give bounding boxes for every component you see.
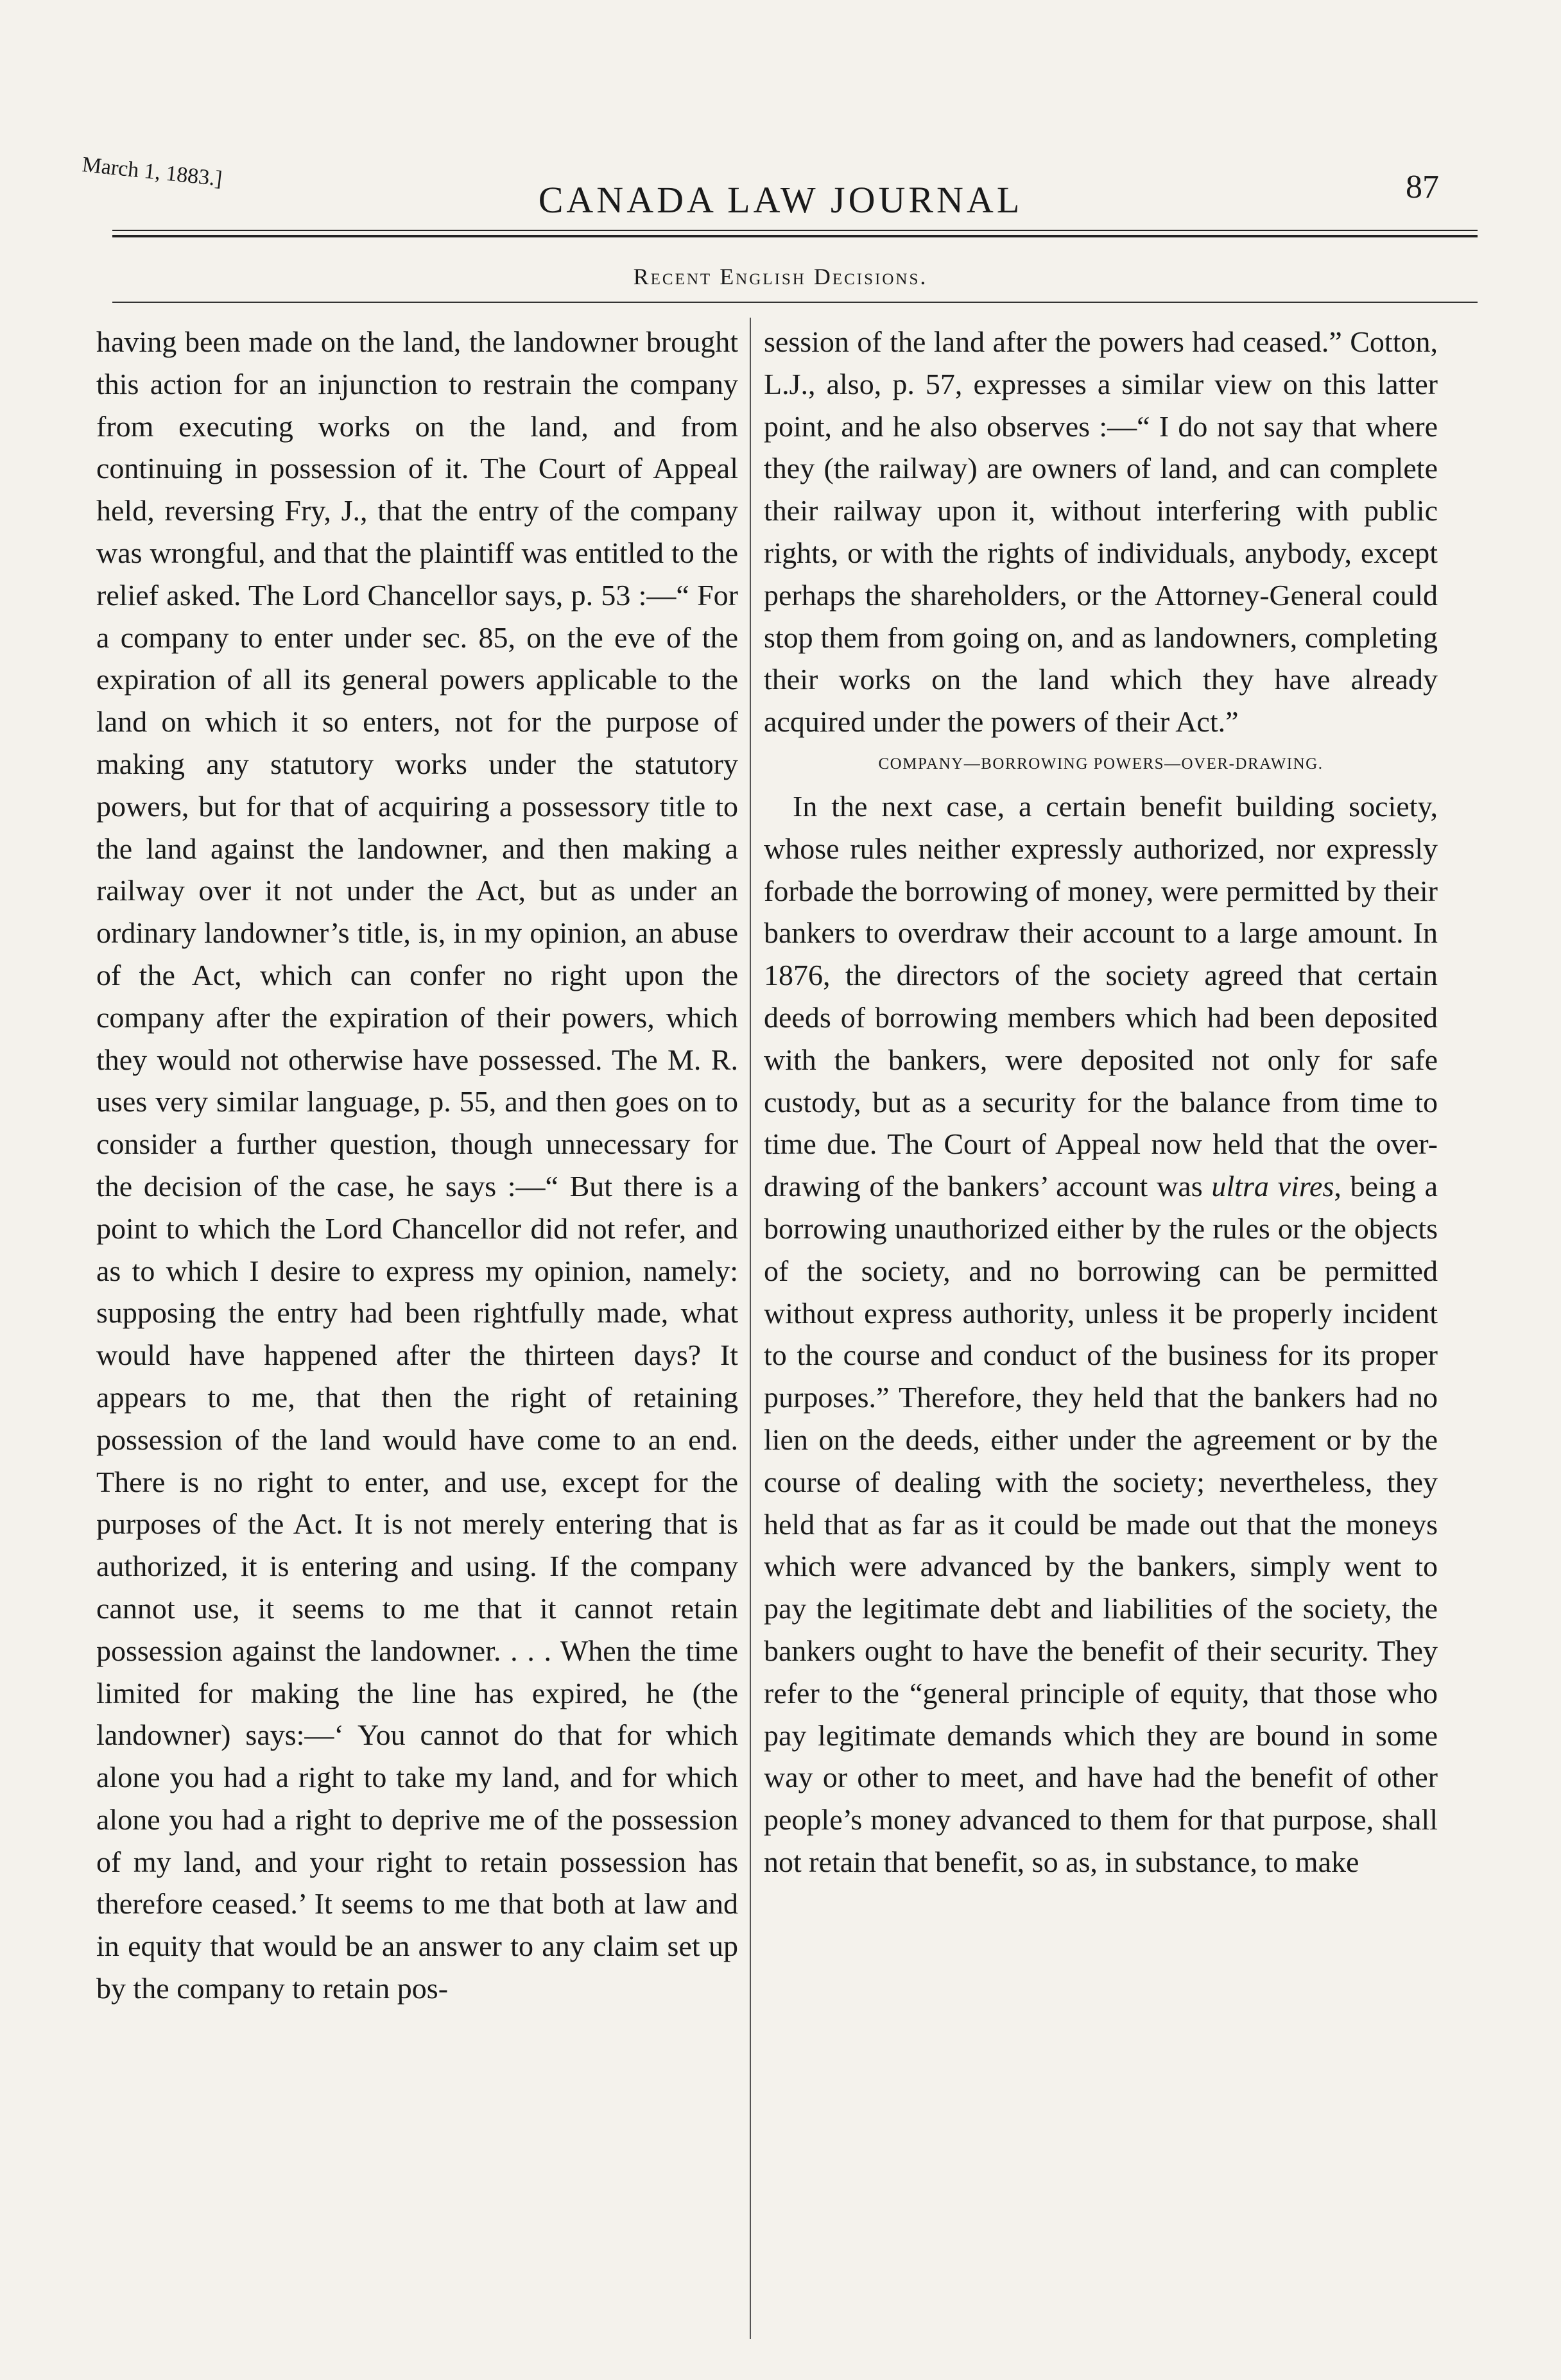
right-paragraph-case xyxy=(764,785,1438,1883)
page-number: 87 xyxy=(1406,169,1439,205)
case-text-part-2: , being a borrowing unauthorized either by the rules or the objects of the society, and no borrowing can be permitted without express authority, unless it be properly incident to the course and conduct of the business for its proper purposes.” Therefore, they held that the bankers had no lien on the deeds, either under the agreement or by the course of dealing with the society; nevertheless, they held that as far as it could be made out that the moneys which were advanced by the bankers, simply went to pay the legitimate debt and liabilities of the society, the bankers ought to have the benefit of their security. They refer to the “general principle of equity, that those who pay legitimate demands which they are bound in some way or other to meet, and have had the benefit of other people’s money advanced to them for that purpose, shall not retain that benefit, so as, in substance, to make xyxy=(764,1170,1438,1878)
header-rule-thin xyxy=(112,230,1478,231)
ultra-vires-italic: ultra vires xyxy=(1211,1170,1334,1203)
section-title: Recent English Decisions. xyxy=(633,264,928,289)
right-column xyxy=(764,321,1438,2342)
right-paragraph-continuation: session of the land after the powers had ceased.” Cotton, L.J., also, p. 57, expresses a similar view on this latter point, and he also observes :—“ I do not say that where they (the railway) are owners of land, and can complete their railway upon it, without interfering with public rights, or with the rights of individuals, anybody, except perhaps the shareholders, or the Attorney-General could stop them from going on, and as landowners, completing their works on the land which they have already acquired under the powers of their Act.” xyxy=(764,325,1438,739)
column-divider xyxy=(750,318,751,2339)
left-column xyxy=(96,321,738,2342)
journal-title: CANADA LAW JOURNAL xyxy=(538,179,1023,221)
case-text-part-1: In the next case, a certain benefit building society, whose rules neither expressly authorized, nor expressly forbade the borrowing of money, were permitted by their bankers to overdraw their account to a large amount. In 1876, the directors of the society agreed that certain deeds of borrowing members which had been deposited with the bankers, were deposited not only for safe custody, but as a security for the balance from time to time due. The Court of Appeal now held that the over-drawing of the bankers’ account was xyxy=(764,789,1438,1203)
left-paragraph: having been made on the land, the landowner brought this action for an injunction to restrain the company from executing works on the land, and from continuing in possession of it. The Court of Appeal held, reversing Fry, J., that the entry of the company was wrongful, and that the plaintiff was entitled to the relief asked. The Lord Chancellor says, p. 53 :—“ For a company to enter under sec. 85, on the eve of the expiration of all its general powers applicable to the land on which it so enters, not for the purpose of making any statutory works under the statutory powers, but for that of acquiring a possessory title to the land against the landowner, and then making a railway over it not under the Act, but as under an ordinary landowner’s title, is, in my opinion, an abuse of the Act, which can confer no right upon the company after the expiration of their powers, which they would not otherwise have possessed. The M. R. uses very similar language, p. 55, and then goes on to consider a further question, though unnecessary for the decision of the case, he says :—“ But there is a point to which the Lord Chancellor did not refer, and as to which I desire to express my opinion, namely: supposing the entry had been rightfully made, what would have happened after the thirteen days? It appears to me, that then the right of retaining possession of the land would have come to an end. There is no right to enter, and use, except for the purposes of the Act. It is not merely entering that is authorized, it is entering and using. If the company cannot use, it seems to me that it cannot retain possession against the landowner. . . . When the time limited for making the line has expired, he (the landowner) says:—‘ You cannot do that for which alone you had a right to take my land, and for which alone you had a right to deprive me of the possession of my land, and your right to retain possession has therefore ceased.’ It seems to me that both at law and in equity that would be an answer to any claim set up by the company to retain pos- xyxy=(96,325,738,2005)
header-rule-thick xyxy=(112,235,1478,237)
section-rule xyxy=(112,302,1478,303)
case-subheading: COMPANY—BORROWING POWERS—OVER-DRAWING. xyxy=(878,755,1324,773)
issue-date: March 1, 1883.] xyxy=(81,153,223,191)
